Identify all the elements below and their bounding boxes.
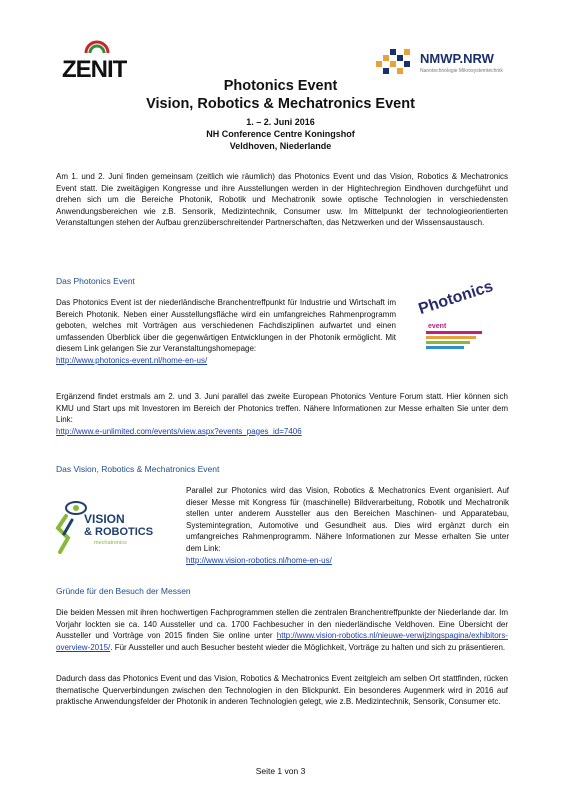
nmwp-grid-icon bbox=[376, 47, 414, 79]
vision-robotics-logo bbox=[54, 494, 174, 560]
section-heading-vision: Das Vision, Robotics & Mechatronics Event bbox=[56, 464, 220, 474]
intro-paragraph: Am 1. und 2. Juni finden gemeinsam (zeitlich wie räumlich) das Photonics Event und das Vision, Robotics & Mechatronics Event statt. Die zweitägigen Kongresse und ihre Ausstellungen werden in der Hightechregion Eindhoven durchgeführt und drehen sich um die Bereiche Photonik, Robotik und Mechatronik sowie optische Technologien in verschiedensten Anwendungsbereichen wie z.B. Sensorik, Medizintechnik, Consumer usw. Im Mittelpunkt der technologieorientierten Veranstaltungen stehen der Aufbau grenzüberschreitender Partnerschaften, das Netzwerken und der Wissensaustausch. bbox=[56, 172, 508, 228]
vision-eye-icon bbox=[54, 494, 88, 558]
reasons-text-1a: Die beiden Messen mit ihren hochwertigen Fachprogrammen stellen die zentralen Branchentreffpunkte der Niederlande dar. Im Vorjahr lockten sie ca. 140 Aussteller und ca. 1700 Fachbesucher in den niederländische Veldhoven. Eine Übersicht der Aussteller und Vorträge von 2015 finden Sie online unter bbox=[56, 608, 508, 641]
zenit-wordmark: ZENIT bbox=[62, 56, 127, 83]
photonics-forum-text: Ergänzend findet erstmals am 2. und 3. Juni parallel das zweite European Photonics Venture Forum statt. Hier können sich KMU und Start ups mit Investoren im Bereich der Photonics treffen. Nähere Informationen zur Messe erhalten Sie unter dem Link: bbox=[56, 392, 508, 425]
title-photonics-event: Photonics Event bbox=[223, 78, 338, 94]
nmwp-subtitle: Nanotechnologie Mikrosystemtechnik bbox=[420, 68, 503, 74]
photonics-link[interactable]: http://www.photonics-event.nl/home-en-us/ bbox=[56, 355, 208, 365]
page-number: Seite 1 von 3 bbox=[255, 766, 306, 776]
photonics-bars-icon bbox=[426, 331, 486, 353]
reasons-paragraph-1 bbox=[56, 607, 508, 653]
section-heading-photonics: Das Photonics Event bbox=[56, 276, 135, 286]
reasons-text-1b: . Für Aussteller und auch Besucher besteht wieder die Möglichkeit, Vorträge zu halten und sich zu präsentieren. bbox=[110, 642, 506, 652]
nmwp-wordmark: NMWP.NRW bbox=[420, 51, 494, 66]
photonics-logo bbox=[416, 277, 506, 357]
vision-wordmark: VISION bbox=[84, 512, 125, 526]
photonics-text: Das Photonics Event ist der niederländische Branchentreffpunkt für Industrie und Wirtschaft im Bereich Photonik. Neben einer Ausstellungsfläche wird ein umfangreiches Rahmenprogramm geboten, welches mit Vorträgen aus verschiedenen Fachdisziplinen aufwartet und einen umfassenden Überblick über die gegenwärtigen Entwicklungen in der Photonik ermöglicht. Mit diesem Link gelangen Sie zur Veranstaltungshomepage: bbox=[56, 298, 396, 354]
photonics-forum-paragraph bbox=[56, 391, 508, 437]
zenit-arc-icon bbox=[84, 38, 110, 54]
nmwp-logo bbox=[376, 43, 516, 83]
event-venue: NH Conference Centre Koningshof bbox=[206, 129, 355, 139]
exhibitors-link[interactable]: http://www.vision-robotics.nl/nieuwe-verwijzingspagina/exhibitors-overview-2015/ bbox=[56, 631, 508, 652]
mechatronics-wordmark: mechatronics bbox=[94, 540, 127, 546]
vision-link[interactable]: http://www.vision-robotics.nl/home-en-us/ bbox=[186, 555, 332, 565]
photonics-wordmark: Photonics bbox=[416, 277, 496, 319]
vision-paragraph bbox=[186, 485, 509, 566]
event-location: Veldhoven, Niederlande bbox=[229, 141, 332, 151]
forum-link[interactable]: http://www.e-unlimited.com/events/view.aspx?events_pages_id=7406 bbox=[56, 426, 302, 436]
robotics-wordmark: & ROBOTICS bbox=[84, 526, 154, 538]
photonics-paragraph bbox=[56, 297, 396, 367]
reasons-paragraph-2: Dadurch dass das Photonics Event und das Vision, Robotics & Mechatronics Event zeitgleich am selben Ort stattfinden, rücken thematische Querverbindungen zwischen den Technologien in den Blickpunkt. Ein besonderes Augenmerk wird in 2016 auf praktische Anwendungsfelder der Photonik in anderen Technologien gelegt, wie z.B. Medizintechnik, Sensorik, Consumer etc. bbox=[56, 674, 508, 707]
title-vision-event: Vision, Robotics & Mechatronics Event bbox=[146, 96, 415, 112]
photonics-event-label: event bbox=[428, 323, 447, 330]
event-date: 1. – 2. Juni 2016 bbox=[246, 117, 315, 127]
vision-text: Parallel zur Photonics wird das Vision, Robotics & Mechatronics Event organisiert. Auf dieser Messe mit Kongress für (maschinelle) Bildverarbeitung, Robotik und Mechatronik stellen unter anderem Aussteller aus den Bereichen Maschinen- und Apparatebau, Systemintegration, Automotive und Gesundheit aus. Dies wird ergänzt durch ein umfangreiches Rahmenprogramm. Nähere Informationen zur Messe erhalten Sie unter dem Link: bbox=[186, 486, 509, 553]
section-heading-reasons: Gründe für den Besuch der Messen bbox=[56, 586, 191, 596]
